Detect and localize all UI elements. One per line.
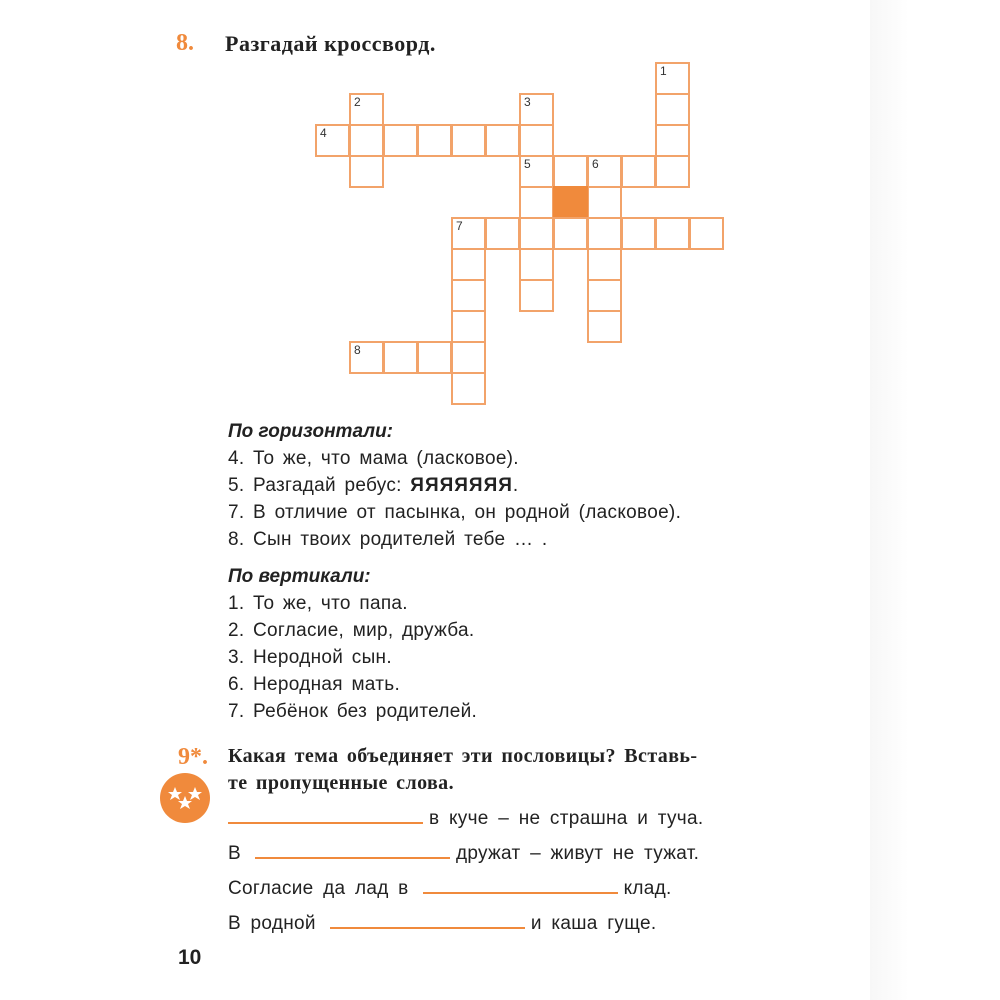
crossword-cell[interactable] [553,217,588,250]
crossword-cell[interactable] [519,279,554,312]
crossword-cell[interactable] [689,217,724,250]
crossword-cell[interactable] [519,155,554,188]
crossword-cell[interactable] [519,124,554,157]
crossword-clue-number: 7 [456,219,463,233]
crossword-cell[interactable] [587,248,622,281]
proverb-2-blank[interactable] [255,856,450,859]
task-9-question-line1: Какая тема объединяет эти пословицы? Вставь- [228,745,698,767]
crossword-cell[interactable] [451,248,486,281]
vertical-clues-heading: По вертикали: [228,566,371,587]
proverb-1: в куче – не страшна и туча. [228,808,703,830]
proverb-4-blank[interactable] [330,926,525,929]
horizontal-clue-8: 8. Сын твоих родителей тебе … . [228,529,548,550]
vertical-clue-2: 2. Согласие, мир, дружба. [228,620,475,641]
crossword-cell[interactable] [655,124,690,157]
page-number: 10 [178,946,202,969]
task-9-number: 9*. [178,744,208,770]
crossword-cell[interactable] [621,155,656,188]
crossword-cell[interactable] [451,341,486,374]
horizontal-clue-7: 7. В отличие от пасынка, он родной (ласковое). [228,502,682,523]
crossword-clue-number: 2 [354,95,361,109]
crossword-cell[interactable] [349,124,384,157]
crossword-cell[interactable] [349,155,384,188]
crossword-clue-number: 8 [354,343,361,357]
vertical-clue-1: 1. То же, что папа. [228,593,408,614]
crossword-cell[interactable] [485,217,520,250]
vertical-clue-3: 3. Неродной сын. [228,647,392,668]
crossword-cell[interactable] [451,279,486,312]
crossword-cell[interactable] [451,217,486,250]
crossword-cell[interactable] [519,186,554,219]
crossword-cell[interactable] [451,372,486,405]
vertical-clue-7: 7. Ребёнок без родителей. [228,701,478,722]
task-9-question-line2: те пропущенные слова. [228,772,454,794]
crossword-cell[interactable] [417,341,452,374]
proverb-3: Согласие да лад в клад. [228,878,672,899]
crossword-cell[interactable] [417,124,452,157]
crossword-cell[interactable] [621,217,656,250]
crossword-clue-number: 5 [524,157,531,171]
crossword-clue-number: 1 [660,64,667,78]
crossword-cell[interactable] [383,124,418,157]
crossword-cell[interactable] [519,248,554,281]
crossword-grid [0,0,1000,420]
crossword-cell[interactable] [485,124,520,157]
stars-icon-graphic [165,783,205,813]
proverb-1-blank[interactable] [228,821,423,824]
crossword-cell[interactable] [655,217,690,250]
proverb-4: В родной и каша гуще. [228,913,657,934]
crossword-clue-number: 4 [320,126,327,140]
crossword-cell[interactable] [655,62,690,95]
horizontal-clue-5: 5. Разгадай ребус: ЯЯЯЯЯЯЯ. [228,475,519,496]
vertical-clue-6: 6. Неродная мать. [228,674,401,695]
crossword-cell[interactable] [587,217,622,250]
crossword-shaded-cell [553,186,588,219]
crossword-cell[interactable] [587,186,622,219]
task-8-number: 8. [176,30,194,56]
crossword-cell[interactable] [587,310,622,343]
task-8-title: Разгадай кроссворд. [225,31,436,56]
crossword-cell[interactable] [383,341,418,374]
proverb-2: В дружат – живут не тужат. [228,843,700,864]
crossword-cell[interactable] [315,124,350,157]
rebus: ЯЯЯЯЯЯЯ [410,475,513,496]
crossword-cell[interactable] [553,155,588,188]
crossword-cell[interactable] [655,93,690,126]
crossword-clue-number: 3 [524,95,531,109]
crossword-cell[interactable] [587,155,622,188]
crossword-cell[interactable] [519,93,554,126]
crossword-cell[interactable] [349,341,384,374]
crossword-cell[interactable] [519,217,554,250]
crossword-cell[interactable] [451,310,486,343]
proverb-3-blank[interactable] [423,891,618,894]
crossword-cell[interactable] [587,279,622,312]
horizontal-clues-heading: По горизонтали: [228,421,394,442]
crossword-clue-number: 6 [592,157,599,171]
three-stars-icon [160,773,210,823]
crossword-cell[interactable] [451,124,486,157]
crossword-cell[interactable] [349,93,384,126]
horizontal-clue-4: 4. То же, что мама (ласковое). [228,448,519,469]
crossword-cell[interactable] [655,155,690,188]
